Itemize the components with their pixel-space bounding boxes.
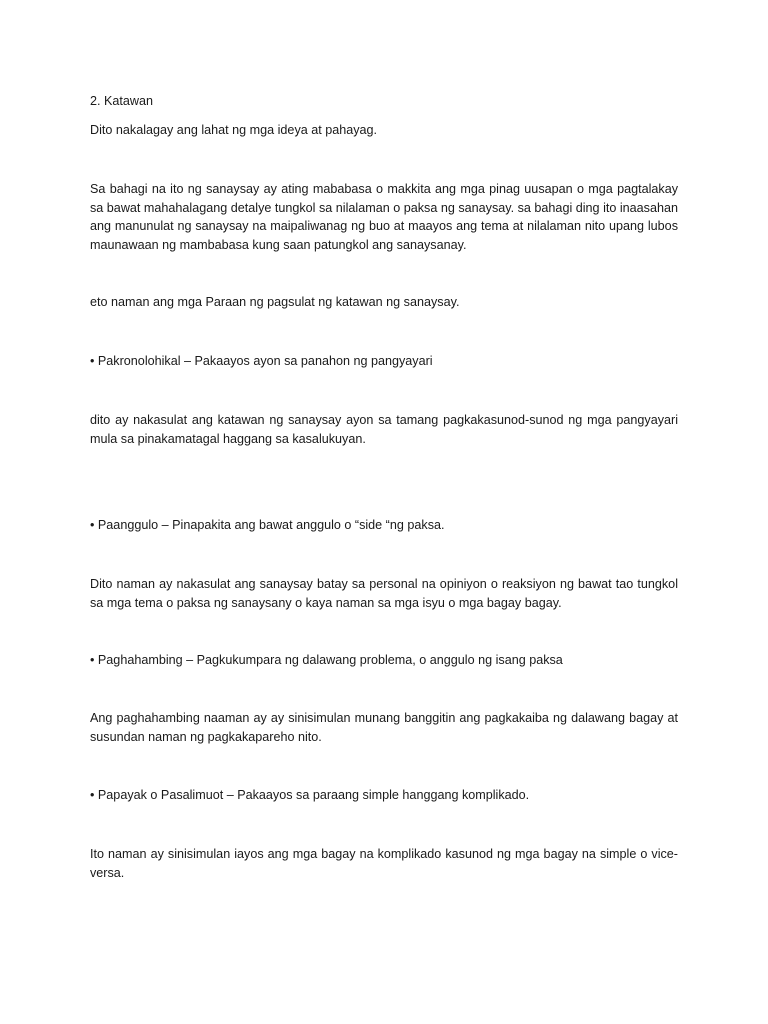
paanggulo-paragraph: Dito naman ay nakasulat ang sanaysay batay sa personal na opiniyon o reaksiyon ng bawat tao tungkol sa mga tema o paksa ng sanaysany o kaya naman sa mga isyu o mga bagay bagay. bbox=[90, 577, 678, 610]
bullet-paanggulo: • Paanggulo – Pinapakita ang bawat anggulo o “side “ng paksa. bbox=[90, 518, 445, 532]
papayak-pasalimuot-paragraph: Ito naman ay sinisimulan iayos ang mga bagay na komplikado kasunod ng mga bagay na simple o vice-versa. bbox=[90, 847, 678, 880]
section-heading: 2. Katawan bbox=[90, 94, 154, 108]
bullet-pakronolohikal: • Pakronolohikal – Pakaayos ayon sa panahon ng pangyayari bbox=[90, 354, 433, 368]
bullet-papayak-pasalimuot: • Papayak o Pasalimuot – Pakaayos sa paraang simple hanggang komplikado. bbox=[90, 788, 530, 802]
body-description-paragraph: Sa bahagi na ito ng sanaysay ay ating mababasa o makkita ang mga pinag uusapan o mga pagtalakay sa bawat mahahalagang detalye tungkol sa nilalaman o paksa ng sanaysay. sa bahagi ding ito inaasahan ang manunulat ng sanaysay na maipaliwanag ng buo at maayos ang tema at nilalaman nito upang lubos maunawaan ng mambabasa kung saan patungkol ang sanaysanay. bbox=[90, 182, 678, 252]
methods-intro-paragraph: eto naman ang mga Paraan ng pagsulat ng katawan ng sanaysay. bbox=[90, 295, 460, 309]
bullet-paghahambing: • Paghahambing – Pagkukumpara ng dalawang problema, o anggulo ng isang paksa bbox=[90, 653, 563, 667]
intro-paragraph: Dito nakalagay ang lahat ng mga ideya at pahayag. bbox=[90, 123, 378, 137]
pakronolohikal-paragraph: dito ay nakasulat ang katawan ng sanaysay ayon sa tamang pagkakasunod-sunod ng mga pangyayari mula sa pinakamatagal haggang sa kasalukuyan. bbox=[90, 413, 678, 446]
paghahambing-paragraph: Ang paghahambing naaman ay ay sinisimulan munang banggitin ang pagkakaiba ng dalawang bagay at susundan naman ng pagkakapareho nito. bbox=[90, 711, 678, 744]
